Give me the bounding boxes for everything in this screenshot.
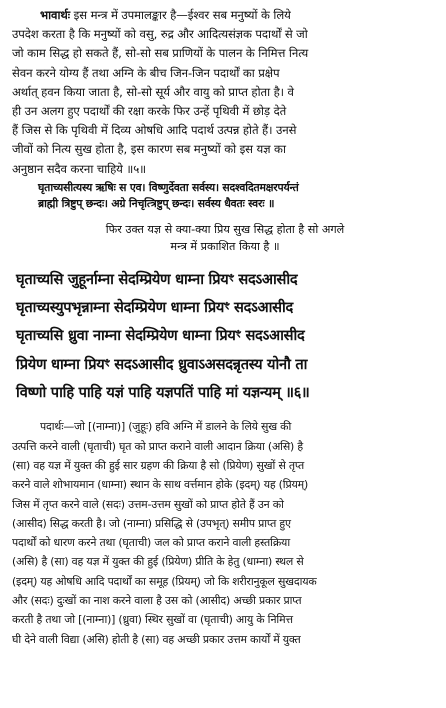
padarth-line-7: पदार्थों को धारण करने तथा (घृताची) जल को प्राप्त कराने वाली हस्तक्रिया	[12, 536, 290, 550]
bhavarth-line-7: हैं जिस से कि पृथिवी में दिव्य ओषधि आदि पदार्थ उत्पन्न होते हैं। उनसे	[12, 123, 297, 138]
padarth-line-8: (असि) है (सा) वह यज्ञ में युक्त की हुई (प्रियेण) प्रीति के हेतु (धाम्ना) स्थल से	[12, 555, 304, 569]
padarth-section	[12, 417, 438, 649]
padarth-line-3: (सा) वह यज्ञ में युक्त की हुई सार ग्रहण की क्रिया है सो (प्रियेण) सुखों से तृप्त	[12, 458, 305, 472]
bhavarth-line-2: उपदेश करता है कि मनुष्यों को वसु, रुद्र और आदित्यसंज्ञक पदार्थों से जो	[12, 27, 308, 42]
bhavarth-line-9: अनुष्ठान सदैव करना चाहिये ॥५॥	[12, 161, 146, 176]
padarth-line-6: (आसीद) सिद्ध करती है। जो (नाम्ना) प्रसिद्धि से (उपभृत्) समीप प्राप्त हुए	[12, 516, 291, 530]
padarth-line-5: जिस में तृप्त करने वाले (सदः) उत्तम-उत्तम सुखों को प्राप्त होते हैं उन को	[12, 497, 284, 511]
meta-line-1: घृताच्यसीत्यस्य ऋषिः स एव। विष्णुर्देवता सर्वस्य। सदश्वदितमक्षरपर्यन्तं	[38, 180, 299, 194]
mantra-line-5: विष्णो पाहि पाहि यज्ञं पाहि यज्ञपतिं पाहि मां यज्ञन्यम् ॥६॥	[16, 384, 310, 402]
intro-line-1: फिर उक्त यज्ञ से क्या-क्या प्रिय सुख सिद्ध होता है सो अगले	[105, 222, 345, 236]
bhavarth-section	[12, 6, 438, 179]
bhavarth-line-1	[12, 6, 438, 25]
bhavarth-line-1-text: इस मन्त्र में उपमालङ्कार है—ईश्वर सब मनुष्यों के लिये	[73, 8, 291, 22]
bhavarth-label: भावार्थः	[40, 8, 71, 22]
padarth-line-1: पदार्थः—जो [(नाम्ना)] (जुहूः) हवि अग्नि में डालने के लिये सुख की	[40, 420, 292, 434]
intro-line-2: मन्त्र में प्रकाशित किया है ॥	[170, 240, 280, 254]
bhavarth-line-6: ही उन अलग हुए पदार्थों की रक्षा करके फिर उन्हें पृथिवी में छोड़ देते	[12, 104, 287, 119]
mantra-line-3: घृताच्यसि ध्रुवा नाम्ना सेदम्प्रियेण धाम्ना प्रियꣳ सदऽआसीद	[16, 327, 305, 345]
meta-line-2: ब्राह्मी त्रिष्टुप् छन्दः। अग्रे निचृत्त्रिष्टुप् छन्दः। सर्वस्य धैवतः स्वरः ॥	[38, 196, 275, 210]
mantra-line-4: प्रियेण धाम्ना प्रियꣳ सदऽआसीद ध्रुवाऽअसदन्नृतस्य योनौ ता	[16, 355, 308, 373]
bhavarth-line-4: सेवन करने योग्य हैं तथा अग्नि के बीच जिन-जिन पदार्थों का प्रक्षेप	[12, 65, 280, 80]
mantra-metadata	[12, 180, 438, 212]
bhavarth-line-5: अर्थात् हवन किया जाता है, सो-सो सूर्य और वायु को प्राप्त होता है। वे	[12, 84, 294, 99]
padarth-line-9: (इदम्) यह ओषधि आदि पदार्थों का समूह (प्रियम्) जो कि शरीरानुकूल सुखदायक	[12, 574, 317, 588]
padarth-line-4: करने वाले शोभायमान (धाम्ना) स्थान के साथ वर्त्तमान होके (इदम्) यह (प्रियम्)	[12, 478, 309, 492]
padarth-line-2: उत्पत्ति करने वाली (घृताची) घृत को प्राप्त कराने वाली आदान क्रिया (असि) है	[12, 439, 303, 453]
bhavarth-line-3: जो काम सिद्ध हो सकते हैं, सो-सो सब प्राणियों के पालन के निमित्त नित्य	[12, 46, 309, 61]
mantra-line-1: घृताच्यसि जुहूर्नाम्ना सेदम्प्रियेण धाम्ना प्रियꣳ सदऽआसीद	[16, 270, 298, 288]
padarth-line-10: और (सदः) दुःखों का नाश करने वाला है उस को (आसीद) अच्छी प्रकार प्राप्त	[12, 593, 302, 607]
mantra-line-2: घृताच्यस्युपभृन्नाम्ना सेदम्प्रियेण धाम्ना प्रियꣳ सदऽआसीद	[16, 299, 293, 317]
padarth-line-12: घी देने वाली विद्या (असि) होती है (सा) वह अच्छी प्रकार उत्तम कार्यों में युक्त	[12, 632, 301, 646]
padarth-line-11: करती है तथा जो [(नाम्ना)] (ध्रुवा) स्थिर सुखों वा (घृताची) आयु के निमित्त	[12, 613, 293, 627]
bhavarth-line-8: जीवों को नित्य सुख होता है, इस कारण सब मनुष्यों को इस यज्ञ का	[12, 142, 286, 157]
intro-section	[12, 221, 438, 256]
mantra-verse	[12, 266, 438, 407]
